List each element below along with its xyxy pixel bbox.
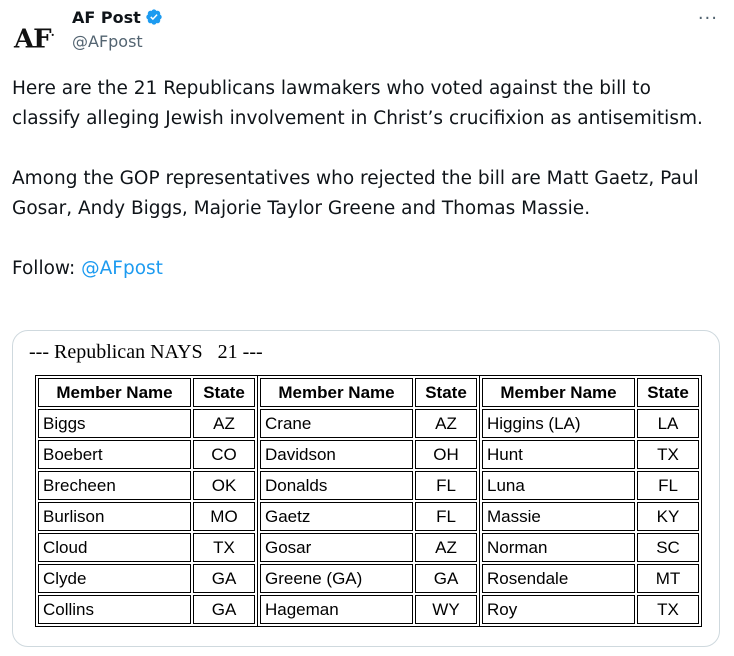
tweet-follow-line — [12, 254, 712, 284]
attached-image[interactable] — [12, 330, 720, 647]
state-cell: OH — [415, 440, 477, 469]
state-cell: FL — [415, 502, 477, 531]
state-cell: GA — [193, 564, 255, 593]
avatar[interactable]: AF. — [14, 24, 54, 55]
table-row — [260, 595, 477, 624]
state-cell: OK — [193, 471, 255, 500]
state-cell: TX — [637, 440, 699, 469]
follow-label: Follow: — [12, 258, 76, 279]
table-row — [260, 502, 477, 531]
member-name-cell: Hageman — [260, 595, 413, 624]
member-name-cell: Davidson — [260, 440, 413, 469]
table-row — [260, 564, 477, 593]
state-cell: TX — [193, 533, 255, 562]
table-row — [38, 471, 255, 500]
table-row — [482, 533, 699, 562]
member-name-cell: Roy — [482, 595, 635, 624]
follow-mention-link[interactable]: @AFpost — [81, 258, 163, 279]
tweet-paragraph-2: Among the GOP representatives who rejected the bill are Matt Gaetz, Paul Gosar, Andy Biggs, Majorie Taylor Greene and Thomas Massie. — [12, 168, 699, 219]
state-cell: MO — [193, 502, 255, 531]
member-name-header: Member Name — [38, 378, 191, 407]
member-name-cell: Collins — [38, 595, 191, 624]
member-name-cell: Brecheen — [38, 471, 191, 500]
handle[interactable]: @AFpost — [72, 32, 143, 51]
table-row — [482, 471, 699, 500]
member-name-cell: Donalds — [260, 471, 413, 500]
member-name-cell: Norman — [482, 533, 635, 562]
member-name-cell: Luna — [482, 471, 635, 500]
table-row — [260, 533, 477, 562]
table-row — [38, 595, 255, 624]
state-cell: AZ — [193, 409, 255, 438]
table-row — [260, 409, 477, 438]
table-row — [482, 440, 699, 469]
member-name-header: Member Name — [260, 378, 413, 407]
table-row — [38, 440, 255, 469]
member-name-cell: Greene (GA) — [260, 564, 413, 593]
member-name-cell: Higgins (LA) — [482, 409, 635, 438]
member-name-cell: Burlison — [38, 502, 191, 531]
nays-table-1 — [35, 375, 258, 627]
table-row — [38, 533, 255, 562]
member-name-cell: Gosar — [260, 533, 413, 562]
member-name-cell: Boebert — [38, 440, 191, 469]
state-header: State — [415, 378, 477, 407]
more-options-icon[interactable]: ··· — [697, 8, 718, 29]
table-row — [482, 502, 699, 531]
state-cell: GA — [193, 595, 255, 624]
table-row — [38, 409, 255, 438]
nays-table-2 — [257, 375, 480, 627]
state-cell: AZ — [415, 409, 477, 438]
state-cell: WY — [415, 595, 477, 624]
table-row — [482, 595, 699, 624]
state-header: State — [193, 378, 255, 407]
tweet-text — [12, 74, 712, 314]
table-row — [38, 502, 255, 531]
state-cell: KY — [637, 502, 699, 531]
state-cell: CO — [193, 440, 255, 469]
tweet-paragraph-1: Here are the 21 Republicans lawmakers who voted against the bill to classify alleging Jewish involvement in Christ’s crucifixion as antisemitism. — [12, 78, 703, 129]
table-row — [260, 471, 477, 500]
table-row — [482, 409, 699, 438]
table-row — [482, 564, 699, 593]
state-cell: FL — [415, 471, 477, 500]
verified-badge-icon — [145, 8, 163, 30]
member-name-cell: Massie — [482, 502, 635, 531]
member-name-cell: Clyde — [38, 564, 191, 593]
image-title: --- Republican NAYS 21 --- — [29, 341, 263, 363]
member-name-cell: Cloud — [38, 533, 191, 562]
state-cell: LA — [637, 409, 699, 438]
member-name-cell: Crane — [260, 409, 413, 438]
member-name-cell: Hunt — [482, 440, 635, 469]
member-name-cell: Rosendale — [482, 564, 635, 593]
state-cell: GA — [415, 564, 477, 593]
state-header: State — [637, 378, 699, 407]
table-row — [260, 440, 477, 469]
member-name-cell: Gaetz — [260, 502, 413, 531]
state-cell: MT — [637, 564, 699, 593]
member-name-cell: Biggs — [38, 409, 191, 438]
display-name[interactable] — [72, 8, 163, 30]
member-name-header: Member Name — [482, 378, 635, 407]
state-cell: SC — [637, 533, 699, 562]
state-cell: FL — [637, 471, 699, 500]
nays-table-3 — [479, 375, 702, 627]
state-cell: TX — [637, 595, 699, 624]
state-cell: AZ — [415, 533, 477, 562]
display-name-text[interactable]: AF Post — [72, 8, 141, 27]
table-row — [38, 564, 255, 593]
